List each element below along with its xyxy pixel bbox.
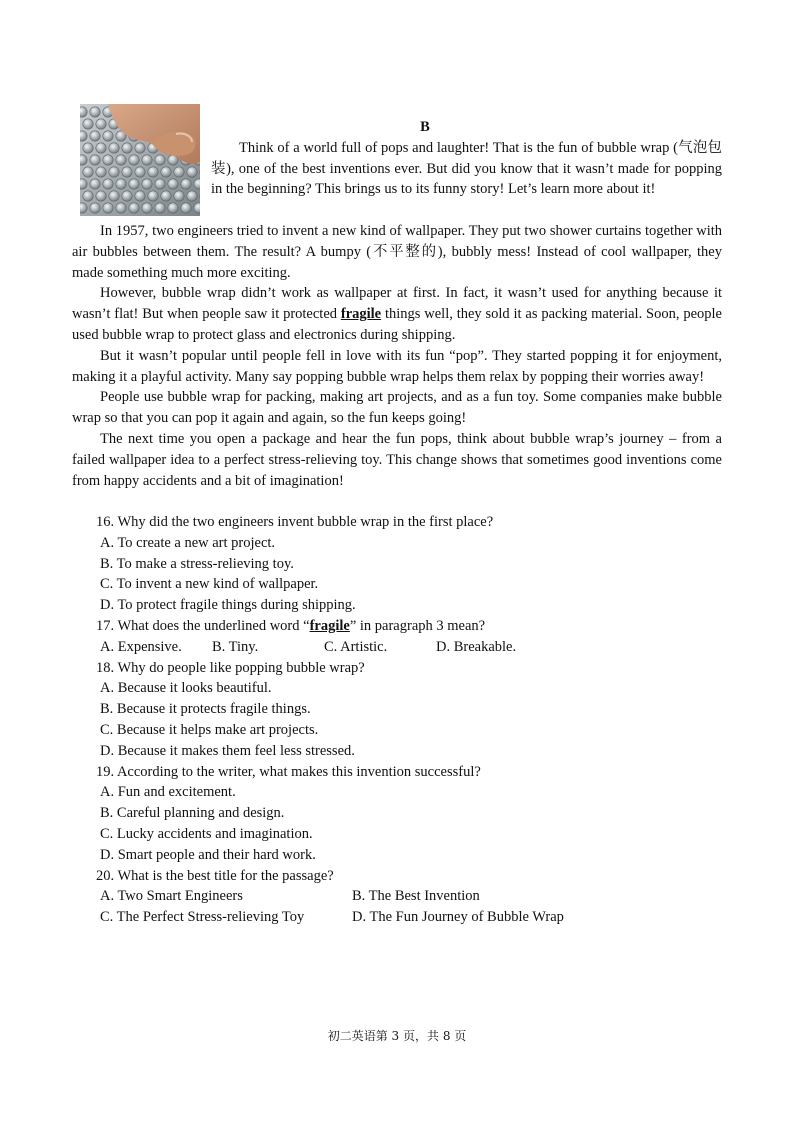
questions xyxy=(96,512,722,928)
paragraph-1: In 1957, two engineers tried to invent a new kind of wallpaper. They put two shower curtains together with air bubbles between them. The result? A bumpy (不平整的), bubbly mess! Instead of cool wallpaper, they made something much more exciting. xyxy=(72,223,722,281)
question-19-option-a: A. Fun and excitement. xyxy=(100,784,236,801)
question-20-options-row-1 xyxy=(96,886,722,907)
question-17-stem-word: fragile xyxy=(309,617,350,634)
question-18-option-b: B. Because it protects fragile things. xyxy=(100,701,311,718)
question-19-option-c: C. Lucky accidents and imagination. xyxy=(100,825,313,842)
question-16-option-a: A. To create a new art project. xyxy=(100,534,276,551)
question-17-stem xyxy=(96,616,722,637)
question-17-option-b: B. Tiny. xyxy=(212,638,259,655)
question-16-option-c: C. To invent a new kind of wallpaper. xyxy=(100,576,319,593)
paragraph-4: People use bubble wrap for packing, making art projects, and as a fun toy. Some companies make bubble wrap so that you can pop it again and again, so the fun keeps going! xyxy=(72,389,722,427)
question-19-stem: 19. According to the writer, what makes this invention successful? xyxy=(96,763,481,780)
question-20-option-b: B. The Best Invention xyxy=(352,888,480,905)
question-17-option-d: D. Breakable. xyxy=(436,638,517,655)
question-18-option-d: D. Because it makes them feel less stressed. xyxy=(100,742,355,759)
question-18-option-c: C. Because it helps make art projects. xyxy=(100,721,319,738)
question-16-stem: 16. Why did the two engineers invent bubble wrap in the first place? xyxy=(96,514,494,530)
underlined-word-fragile: fragile xyxy=(340,306,382,323)
question-19-option-d: D. Smart people and their hard work. xyxy=(100,846,316,863)
question-17-options xyxy=(96,637,722,658)
question-16 xyxy=(96,512,722,616)
question-18-stem: 18. Why do people like popping bubble wrap? xyxy=(96,659,365,676)
question-18-option-a: A. Because it looks beautiful. xyxy=(100,680,272,697)
section-label: B xyxy=(420,119,430,135)
question-20-option-c: C. The Perfect Stress-relieving Toy xyxy=(100,909,305,926)
paragraph-5: The next time you open a package and hear the fun pops, think about bubble wrap’s journey – from a failed wallpaper idea to a perfect stress-relieving toy. This change shows that sometimes good inventions come from happy accidents and a bit of imagination! xyxy=(72,430,722,489)
intro-text: Think of a world full of pops and laughter! That is the fun of bubble wrap (气泡包装), one of the best inventions ever. But did you know that it wasn’t made for popping in the beginning? This brings us to its funny story! Let’s learn more about it! xyxy=(211,140,722,198)
question-16-option-b: B. To make a stress-relieving toy. xyxy=(100,555,294,572)
paragraph-2-text-after: things well, they sold it as packing material. Soon, people used bubble wrap to protect glass and electronics during shipping. xyxy=(72,306,722,343)
intro-paragraph xyxy=(211,138,722,200)
paragraph-2 xyxy=(72,283,722,345)
question-17 xyxy=(96,616,722,658)
question-17-stem-after: ” in paragraph 3 mean? xyxy=(349,617,486,634)
question-20-stem: 20. What is the best title for the passage? xyxy=(96,867,334,884)
question-17-option-a: A. Expensive. xyxy=(100,638,182,655)
question-20-option-a: A. Two Smart Engineers xyxy=(100,888,243,905)
passage-body xyxy=(72,221,722,491)
question-20-option-d: D. The Fun Journey of Bubble Wrap xyxy=(352,909,564,926)
page-footer: 初二英语第 3 页，共 8 页 xyxy=(327,1029,467,1043)
question-18 xyxy=(96,658,722,762)
question-20 xyxy=(96,866,722,928)
question-19 xyxy=(96,762,722,866)
question-19-option-b: B. Careful planning and design. xyxy=(100,805,285,822)
question-20-options-row-2 xyxy=(96,907,722,928)
question-17-stem-before: 17. What does the underlined word “ xyxy=(96,617,310,634)
question-17-option-c: C. Artistic. xyxy=(324,638,388,655)
question-16-option-d: D. To protect fragile things during shipping. xyxy=(100,597,356,614)
paragraph-2-text-before: However, bubble wrap didn’t work as wallpaper at first. In fact, it wasn’t used for anything because it wasn’t flat! But when people saw it protected xyxy=(72,285,722,323)
paragraph-3: But it wasn’t popular until people fell in love with its fun “pop”. They started popping it for enjoyment, making it a playful activity. Many say popping bubble wrap helps them relax by popping their worries away! xyxy=(72,347,722,385)
